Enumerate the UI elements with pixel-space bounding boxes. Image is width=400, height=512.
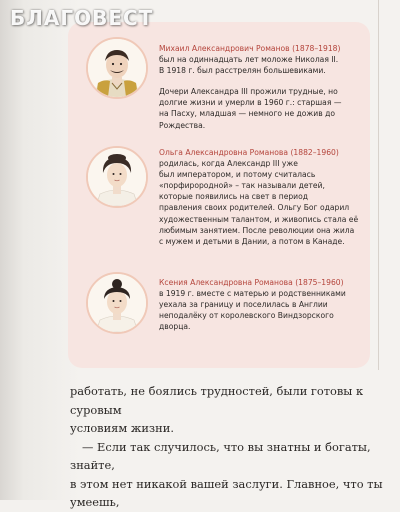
bio-line: был на одиннадцать лет моложе Николая II. (159, 55, 339, 65)
body-line: работать, не боялись трудностей, были готовы к суровым (70, 384, 364, 417)
bio-line: любимым занятием. После революции она жила (159, 225, 355, 235)
page-edge-line (378, 0, 379, 370)
bio-line: правления своих родителей. Ольгу Бог одарил (159, 203, 350, 213)
body-line: в этом нет никакой вашей заслуги. Главное, что ты умеешь, (70, 476, 383, 509)
bio-line: которые появились на свет в период (159, 192, 309, 202)
bio-olga (159, 147, 369, 247)
bio-line: был императором, и потому считалась (159, 170, 316, 180)
body-line: условиям жизни. (70, 421, 174, 435)
bio-line: художественным талантом, и живопись стала её (159, 214, 359, 224)
portrait-olga-icon (86, 146, 148, 208)
bio-name: Ксения Александровна Романова (1875–1960) (159, 278, 344, 287)
bio-line: родилась, когда Александр III уже (159, 159, 298, 169)
bio-line: Дочери Александра III прожили трудные, но (159, 87, 338, 97)
bio-line: В 1918 г. был расстрелян большевиками. (159, 66, 326, 76)
bio-line: дворца. (159, 322, 191, 332)
bio-ksenia (159, 277, 369, 332)
bio-line: в 1919 г. вместе с матерью и родственниками (159, 289, 346, 299)
bio-line: неподалёку от королевского Виндзорского (159, 311, 334, 321)
watermark-logo: БЛАГОВЕСТ (10, 6, 154, 30)
portrait-mikhail-icon (86, 37, 148, 99)
bio-line: уехала за границу и поселилась в Англии (159, 300, 328, 310)
bio-name: Михаил Александрович Романов (1878–1918) (159, 44, 341, 53)
bio-line: с мужем и детьми в Дании, а потом в Канаде. (159, 236, 345, 246)
bio-line: Рождества. (159, 120, 206, 130)
bio-mikhail (159, 43, 369, 131)
bio-line: долгие жизни и умерли в 1960 г.: старшая — (159, 98, 342, 108)
portrait-ksenia-icon (86, 272, 148, 334)
main-text (70, 382, 390, 512)
body-line: — Если так случилось, что вы знатны и богаты, знайте, (70, 439, 371, 472)
bio-line: на Пасху, младшая — немного не дожив до (159, 109, 335, 119)
bio-line: «порфирородной» – так называли детей, (159, 181, 325, 191)
bio-name: Ольга Александровна Романова (1882–1960) (159, 148, 339, 157)
